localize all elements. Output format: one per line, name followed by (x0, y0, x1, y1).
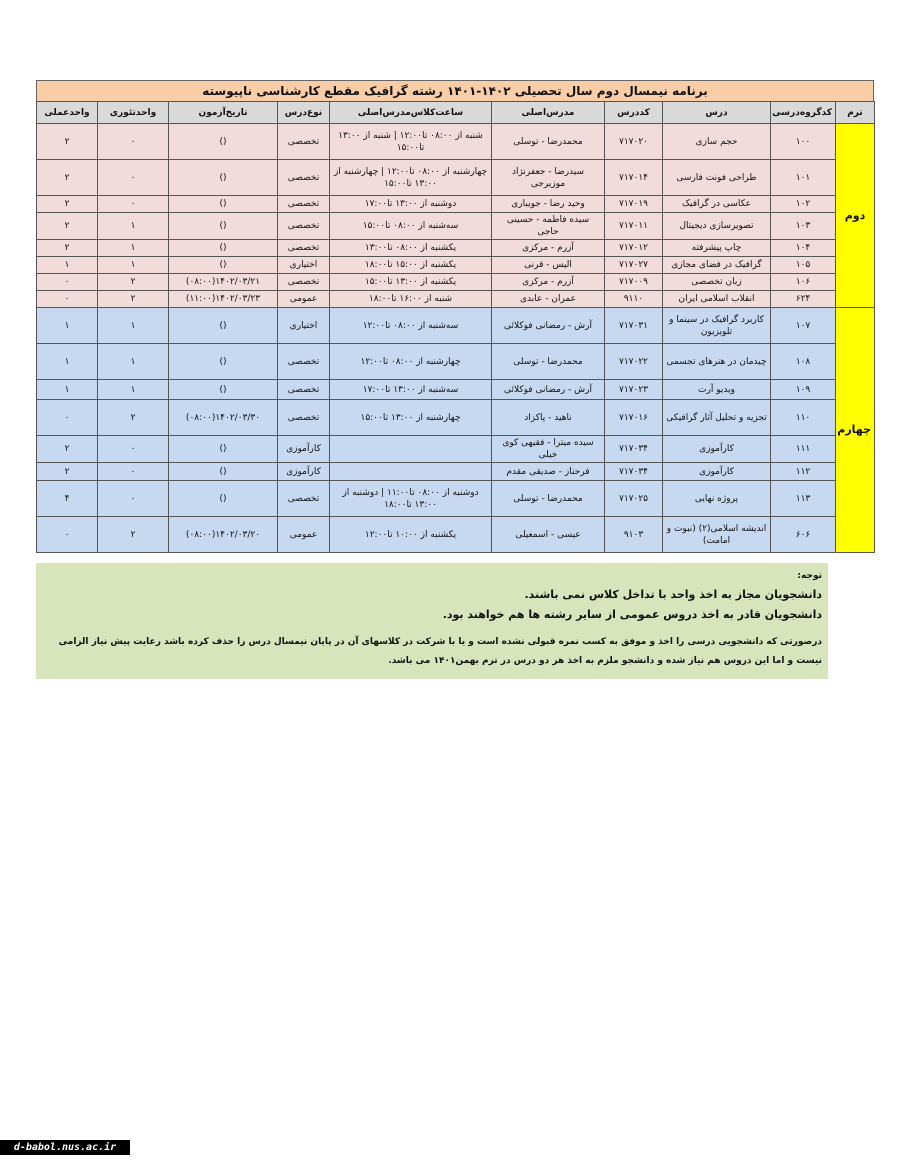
course-code-cell: ۷۱۷۰۲۳ (605, 380, 663, 400)
course-code-cell: ۹۱۱۰ (605, 291, 663, 308)
table-row (37, 463, 875, 481)
course-type-cell: تخصصی (278, 274, 330, 291)
practical-units-cell: ۱ (37, 308, 98, 344)
group-code-cell: ۱۰۸ (771, 344, 836, 380)
table-row (37, 344, 875, 380)
exam-date-cell: () (169, 240, 278, 257)
practical-units-cell: ۲ (37, 436, 98, 463)
header-course-type: نوع‌درس (278, 102, 330, 124)
theory-units-cell: ۲ (98, 400, 169, 436)
table-row (37, 308, 875, 344)
course-cell: تجزیه و تحلیل آثار گرافیکی (663, 400, 771, 436)
exam-date-cell: ۱۴۰۲/۰۳/۳۰(۰۸:۰۰) (169, 400, 278, 436)
instructor-cell: فرحناز - صدیقی مقدم (492, 463, 605, 481)
practical-units-cell: ۲ (37, 196, 98, 213)
course-code-cell: ۷۱۷۰۲۰ (605, 124, 663, 160)
practical-units-cell: ۲ (37, 160, 98, 196)
practical-units-cell: ۴ (37, 481, 98, 517)
course-cell: تصویرسازی دیجیتال (663, 213, 771, 240)
exam-date-cell: () (169, 344, 278, 380)
class-time-cell: سه‌شنبه از ۰۸:۰۰ تا۱۲:۰۰ (330, 308, 492, 344)
schedule-table (36, 101, 875, 553)
class-time-cell: دوشنبه از ۰۸:۰۰ تا۱۱:۰۰ | دوشنبه از ۱۳:۰۰ تا۱۸:۰۰ (330, 481, 492, 517)
theory-units-cell: ۰ (98, 124, 169, 160)
theory-units-cell: ۱ (98, 380, 169, 400)
theory-units-cell: ۲ (98, 291, 169, 308)
course-type-cell: تخصصی (278, 400, 330, 436)
theory-units-cell: ۱ (98, 257, 169, 274)
term-fourth-group (37, 308, 875, 553)
exam-date-cell: ۱۴۰۲/۰۳/۲۱(۰۸:۰۰) (169, 274, 278, 291)
table-row (37, 436, 875, 463)
theory-units-cell: ۲ (98, 274, 169, 291)
course-cell: کارآموزی (663, 436, 771, 463)
instructor-cell: محمدرضا - توسلی (492, 481, 605, 517)
course-type-cell: تخصصی (278, 240, 330, 257)
notes-box (36, 563, 828, 679)
header-theory-units: واحدتئوری (98, 102, 169, 124)
course-code-cell: ۷۱۷۰۲۲ (605, 344, 663, 380)
table-row (37, 380, 875, 400)
exam-date-cell: () (169, 380, 278, 400)
theory-units-cell: ۱ (98, 213, 169, 240)
header-practical-units: واحدعملی (37, 102, 98, 124)
table-row (37, 124, 875, 160)
course-cell: کاربرد گرافیک در سینما و تلویزیون (663, 308, 771, 344)
class-time-cell: شنبه از ۰۸:۰۰ تا۱۲:۰۰ | شنبه از ۱۳:۰۰ تا۱۵:۰۰ (330, 124, 492, 160)
course-code-cell: ۷۱۷۰۳۴ (605, 436, 663, 463)
table-row (37, 517, 875, 553)
note-line-2: دانشجویان قادر به اخذ دروس عمومی از سایر رشته ها هم خواهند بود. (442, 608, 822, 621)
practical-units-cell: ۲ (37, 124, 98, 160)
course-type-cell: تخصصی (278, 213, 330, 240)
exam-date-cell: ۱۴۰۲/۰۳/۲۳(۱۱:۰۰) (169, 291, 278, 308)
group-code-cell: ۱۰۳ (771, 213, 836, 240)
exam-date-cell: () (169, 463, 278, 481)
exam-date-cell: () (169, 481, 278, 517)
class-time-cell: یکشنبه از ۱۰:۰۰ تا۱۲:۰۰ (330, 517, 492, 553)
group-code-cell: ۱۰۲ (771, 196, 836, 213)
course-code-cell: ۷۱۷۰۲۷ (605, 257, 663, 274)
course-cell: چیدمان در هنرهای تجسمی (663, 344, 771, 380)
course-code-cell: ۹۱۰۳ (605, 517, 663, 553)
theory-units-cell: ۱ (98, 240, 169, 257)
instructor-cell: ناهید - پاکزاد (492, 400, 605, 436)
class-time-cell (330, 436, 492, 463)
course-cell: انقلاب اسلامی ایران (663, 291, 771, 308)
instructor-cell: وحید رضا - جویباری (492, 196, 605, 213)
class-time-cell: شنبه از ۱۶:۰۰ تا۱۸:۰۰ (330, 291, 492, 308)
practical-units-cell: ۱ (37, 257, 98, 274)
table-row (37, 160, 875, 196)
class-time-cell: یکشنبه از ۱۳:۰۰ تا۱۵:۰۰ (330, 274, 492, 291)
header-row (37, 102, 875, 124)
course-type-cell: اختیاری (278, 308, 330, 344)
course-type-cell: کارآموزی (278, 436, 330, 463)
course-cell: ویدیو آرت (663, 380, 771, 400)
course-code-cell: ۷۱۷۰۱۲ (605, 240, 663, 257)
course-type-cell: عمومی (278, 517, 330, 553)
schedule-sheet (36, 80, 874, 553)
class-time-cell: سه‌شنبه از ۰۸:۰۰ تا۱۵:۰۰ (330, 213, 492, 240)
course-cell: حجم سازی (663, 124, 771, 160)
site-footer-url[interactable]: d-babol.nus.ac.ir (0, 1140, 130, 1155)
table-row (37, 481, 875, 517)
instructor-cell: سیده میترا - فقیهی کوی خیلی (492, 436, 605, 463)
exam-date-cell: () (169, 436, 278, 463)
table-row (37, 274, 875, 291)
table-row (37, 196, 875, 213)
group-code-cell: ۱۰۷ (771, 308, 836, 344)
header-course: درس (663, 102, 771, 124)
class-time-cell: چهارشنبه از ۰۸:۰۰ تا۱۲:۰۰ (330, 344, 492, 380)
practical-units-cell: ۱ (37, 344, 98, 380)
header-instructor: مدرس‌اصلی (492, 102, 605, 124)
course-code-cell: ۷۱۷۰۳۴ (605, 463, 663, 481)
exam-date-cell: () (169, 196, 278, 213)
class-time-cell: یکشنبه از ۰۸:۰۰ تا۱۳:۰۰ (330, 240, 492, 257)
exam-date-cell: () (169, 124, 278, 160)
table-row (37, 257, 875, 274)
course-cell: کارآموزی (663, 463, 771, 481)
practical-units-cell: ۲ (37, 240, 98, 257)
group-code-cell: ۱۱۳ (771, 481, 836, 517)
table-row (37, 240, 875, 257)
theory-units-cell: ۲ (98, 517, 169, 553)
course-cell: عکاسی در گرافیک (663, 196, 771, 213)
course-cell: چاپ پیشرفته (663, 240, 771, 257)
course-code-cell: ۷۱۷۰۲۵ (605, 481, 663, 517)
term-cell: دوم (836, 124, 875, 308)
course-type-cell: تخصصی (278, 344, 330, 380)
course-cell: گرافیک در فضای مجازی (663, 257, 771, 274)
group-code-cell: ۱۱۲ (771, 463, 836, 481)
group-code-cell: ۱۱۱ (771, 436, 836, 463)
course-code-cell: ۷۱۷۰۳۱ (605, 308, 663, 344)
practical-units-cell: ۰ (37, 291, 98, 308)
class-time-cell: یکشنبه از ۱۵:۰۰ تا۱۸:۰۰ (330, 257, 492, 274)
practical-units-cell: ۲ (37, 463, 98, 481)
theory-units-cell: ۰ (98, 160, 169, 196)
instructor-cell: سیدرضا - جعفرنژاد موزیرجی (492, 160, 605, 196)
group-code-cell: ۱۰۵ (771, 257, 836, 274)
course-type-cell: اختیاری (278, 257, 330, 274)
course-code-cell: ۷۱۷۰۱۹ (605, 196, 663, 213)
class-time-cell: چهارشنبه از ۰۸:۰۰ تا۱۲:۰۰ | چهارشنبه از ۱۳:۰۰ تا۱۵:۰۰ (330, 160, 492, 196)
table-row (37, 213, 875, 240)
group-code-cell: ۱۱۰ (771, 400, 836, 436)
course-cell: طراحی فونت فارسی (663, 160, 771, 196)
group-code-cell: ۱۰۱ (771, 160, 836, 196)
header-group-code: کدگروه‌درسی (771, 102, 836, 124)
header-term: ترم (836, 102, 875, 124)
course-type-cell: تخصصی (278, 160, 330, 196)
theory-units-cell: ۰ (98, 481, 169, 517)
course-type-cell: عمومی (278, 291, 330, 308)
instructor-cell: آزرم - مرکزی (492, 274, 605, 291)
exam-date-cell: ۱۴۰۲/۰۳/۲۰(۰۸:۰۰) (169, 517, 278, 553)
instructor-cell: آرش - رمضانی فوکلائی (492, 380, 605, 400)
course-code-cell: ۷۱۷۰۱۶ (605, 400, 663, 436)
course-cell: پروژه نهایی (663, 481, 771, 517)
note-line-3: درصورتی که دانشجویی درسی را اخذ و موفق به کسب نمره قبولی نشده است و یا با شرکت در کلاسهای آن در پایان نیمسال درس را حذف کرده باشد رعایت پیش نیاز الزامی نیست و اما این دروس هم نیاز شده و دانشجو ملزم به اخذ هر دو درس در ترم بهمن۱۴۰۱ می باشد. (58, 637, 822, 666)
instructor-cell: محمدرضا - توسلی (492, 344, 605, 380)
term-cell: چهارم (836, 308, 875, 553)
class-time-cell: چهارشنبه از ۱۳:۰۰ تا۱۵:۰۰ (330, 400, 492, 436)
course-cell: زبان تخصصی (663, 274, 771, 291)
theory-units-cell: ۰ (98, 436, 169, 463)
practical-units-cell: ۰ (37, 274, 98, 291)
notes-title: توجه: (797, 571, 822, 581)
term-second-group (37, 124, 875, 308)
group-code-cell: ۱۰۰ (771, 124, 836, 160)
note-line-1: دانشجویان مجاز به اخذ واحد با تداخل کلاس نمی باشند. (524, 588, 822, 601)
theory-units-cell: ۰ (98, 196, 169, 213)
course-type-cell: تخصصی (278, 380, 330, 400)
theory-units-cell: ۱ (98, 308, 169, 344)
group-code-cell: ۱۰۴ (771, 240, 836, 257)
instructor-cell: آزرم - مرکزی (492, 240, 605, 257)
table-row (37, 291, 875, 308)
group-code-cell: ۶۲۴ (771, 291, 836, 308)
header-exam-date: تاریخ‌آزمون (169, 102, 278, 124)
instructor-cell: سیده فاطمه - حسینی حاجی (492, 213, 605, 240)
course-code-cell: ۷۱۷۰۱۱ (605, 213, 663, 240)
theory-units-cell: ۰ (98, 463, 169, 481)
instructor-cell: محمدرضا - توسلی (492, 124, 605, 160)
course-code-cell: ۷۱۷۰۰۹ (605, 274, 663, 291)
table-row (37, 400, 875, 436)
class-time-cell: دوشنبه از ۱۳:۰۰ تا۱۷:۰۰ (330, 196, 492, 213)
instructor-cell: الیس - قرنی (492, 257, 605, 274)
course-type-cell: تخصصی (278, 124, 330, 160)
course-cell: اندیشه اسلامی(۲) (نبوت و امامت) (663, 517, 771, 553)
page-title: برنامه نیمسال دوم سال تحصیلی ۱۴۰۲-۱۴۰۱ رشته گرافیک مقطع کارشناسی ناپیوسته (36, 80, 874, 101)
instructor-cell: عیسی - اسمعیلی (492, 517, 605, 553)
class-time-cell: سه‌شنبه از ۱۳:۰۰ تا۱۷:۰۰ (330, 380, 492, 400)
exam-date-cell: () (169, 308, 278, 344)
header-class-time: ساعت‌کلاس‌مدرس‌اصلی (330, 102, 492, 124)
group-code-cell: ۱۰۹ (771, 380, 836, 400)
practical-units-cell: ۰ (37, 517, 98, 553)
practical-units-cell: ۲ (37, 213, 98, 240)
exam-date-cell: () (169, 257, 278, 274)
instructor-cell: عمران - عابدی (492, 291, 605, 308)
course-code-cell: ۷۱۷۰۱۴ (605, 160, 663, 196)
course-type-cell: کارآموزی (278, 463, 330, 481)
theory-units-cell: ۱ (98, 344, 169, 380)
course-type-cell: تخصصی (278, 481, 330, 517)
class-time-cell (330, 463, 492, 481)
instructor-cell: آرش - رمضانی فوکلائی (492, 308, 605, 344)
exam-date-cell: () (169, 213, 278, 240)
exam-date-cell: () (169, 160, 278, 196)
practical-units-cell: ۱ (37, 380, 98, 400)
header-course-code: کددرس (605, 102, 663, 124)
group-code-cell: ۱۰۶ (771, 274, 836, 291)
practical-units-cell: ۰ (37, 400, 98, 436)
course-type-cell: تخصصی (278, 196, 330, 213)
group-code-cell: ۶۰۶ (771, 517, 836, 553)
